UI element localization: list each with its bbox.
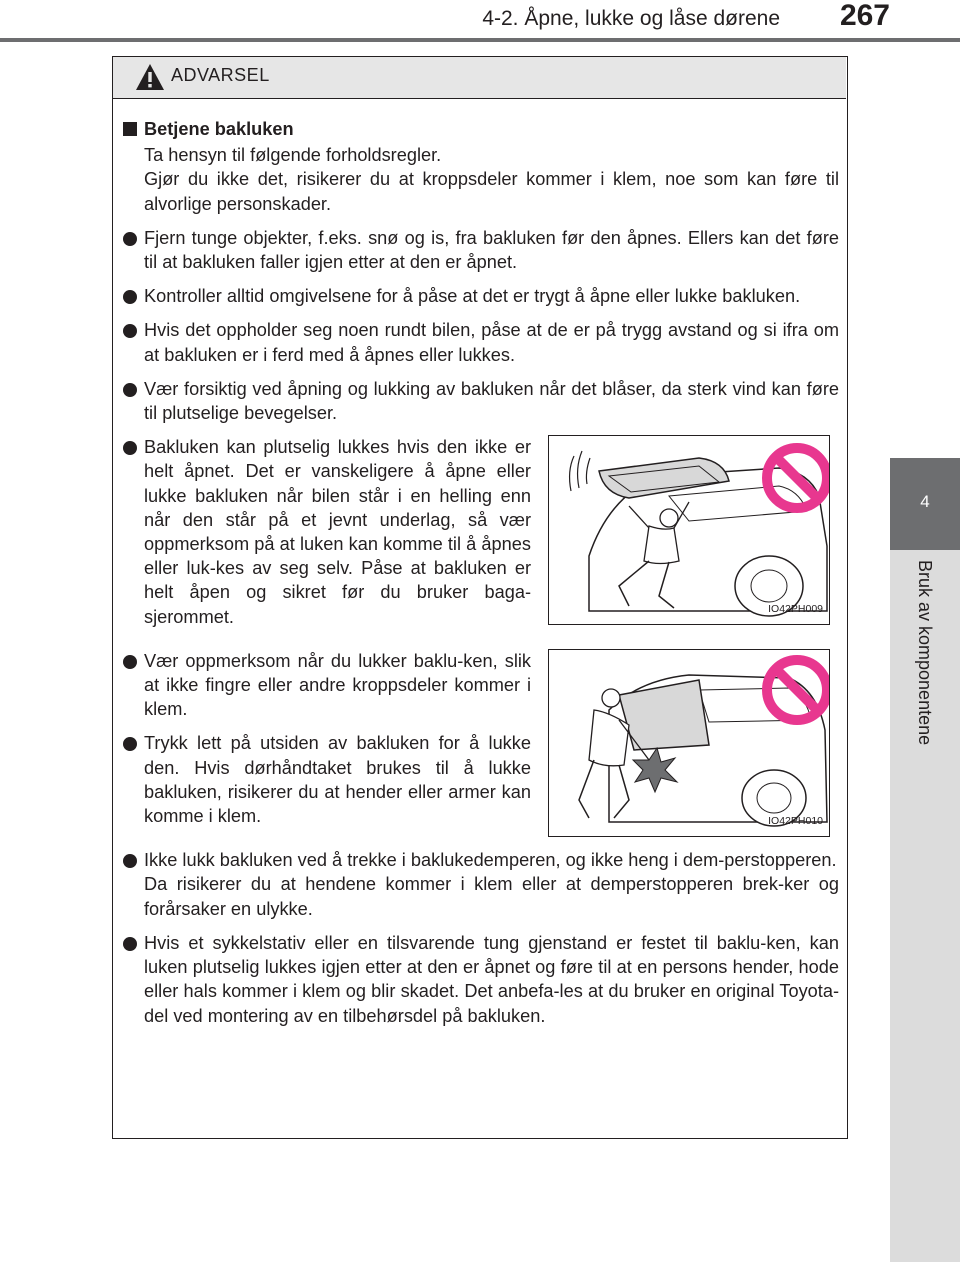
bullet-dot-icon <box>123 931 144 1028</box>
header-rule <box>0 38 960 42</box>
warning-triangle-icon <box>135 63 165 91</box>
running-header: 4-2. Åpne, lukke og låse dørene <box>482 7 780 30</box>
figure-row-2 <box>123 649 839 838</box>
bullet-item <box>123 848 839 921</box>
figure-row-1 <box>123 435 839 639</box>
bullet-text: Da risikerer du at hendene kommer i klem eller at demperstopperen brek-ker og forårsaker en ulykke. <box>144 874 839 919</box>
bullet-dot-icon <box>123 377 144 425</box>
warning-title: ADVARSEL <box>171 65 270 85</box>
warning-box <box>112 56 848 1139</box>
bullet-item: Bakluken kan plutselig lukkes hvis den ikke er helt åpnet. Det er vanskeligere å åpne eller lukke bakluken når bilen står i en helling enn når den står på et jevnt underlag, så vær oppmerksom på at luken kan komme til å åpnes eller luk-kes av seg selv. Påse at bakluken er helt åpen og sikret før du bruker baga-sjerommet. <box>123 435 531 629</box>
section-title: Betjene bakluken <box>123 117 839 141</box>
bullet-dot-icon <box>123 284 144 308</box>
intro-line-2: Gjør du ikke det, risikerer du at kroppsdeler kommer i klem, noe som kan føre til alvorlige personskader. <box>144 169 839 214</box>
bullet-dot-icon <box>123 226 144 274</box>
bullet-item: Hvis et sykkelstativ eller en tilsvarende tung gjenstand er festet til baklu-ken, kan luken plutselig lukkes igjen etter at den er åpnet og føre til at en persons hender, hode eller hals kommer i klem og blir skadet. Det anbefa-les at du bruker en original Toyota-del ved montering av en tilbehørsdel på bakluken. <box>123 931 839 1028</box>
bullet-item: Fjern tunge objekter, f.eks. snø og is, fra bakluken før den åpnes. Ellers kan det føre til at bakluken faller igjen etter at den er åpnet. <box>123 226 839 274</box>
page-number: 267 <box>839 0 890 32</box>
bullet-text: Ikke lukk bakluken ved å trekke i baklukedemperen, og ikke heng i dem-perstopperen. <box>144 850 837 871</box>
bullet-dot-icon <box>123 318 144 366</box>
figure-1 <box>548 435 830 625</box>
chapter-number: 4 <box>920 492 930 511</box>
bullet-item: Hvis det oppholder seg noen rundt bilen, påse at de er på trygg avstand og si ifra om at bakluken er i ferd med å åpnes eller lukkes. <box>123 318 839 366</box>
bullet-dot-icon <box>123 731 144 828</box>
bullet-item: Kontroller alltid omgivelsene for å påse at det er trygt å åpne eller lukke bakluken. <box>123 284 839 308</box>
intro-line-1: Ta hensyn til følgende forholdsregler. <box>144 145 442 166</box>
bullet-dot-icon <box>123 435 144 629</box>
bullet-dot-icon <box>123 649 144 722</box>
liftgate-falling-illustration <box>549 436 829 624</box>
bullet-item: Vær forsiktig ved åpning og lukking av bakluken når det blåser, da sterk vind kan føre til plutselige bevegelser. <box>123 377 839 425</box>
bullet-item: Vær oppmerksom når du lukker baklu-ken, slik at ikke fingre eller andre kroppsdeler kommer i klem. <box>123 649 531 722</box>
warning-header <box>113 57 846 99</box>
square-bullet-icon <box>123 122 137 136</box>
figure-2 <box>548 649 830 837</box>
bullet-item: Trykk lett på utsiden av bakluken for å lukke den. Hvis dørhåndtaket brukes til å lukke bakluken, risikerer du at hender eller armer kan komme i klem. <box>123 731 531 828</box>
warning-content <box>123 117 839 1038</box>
figure-1-code: IO42PH009 <box>768 603 823 616</box>
chapter-title: Bruk av komponentene <box>915 560 935 746</box>
figure-2-code: IO42PH010 <box>768 814 823 827</box>
bullet-dot-icon <box>123 848 144 921</box>
